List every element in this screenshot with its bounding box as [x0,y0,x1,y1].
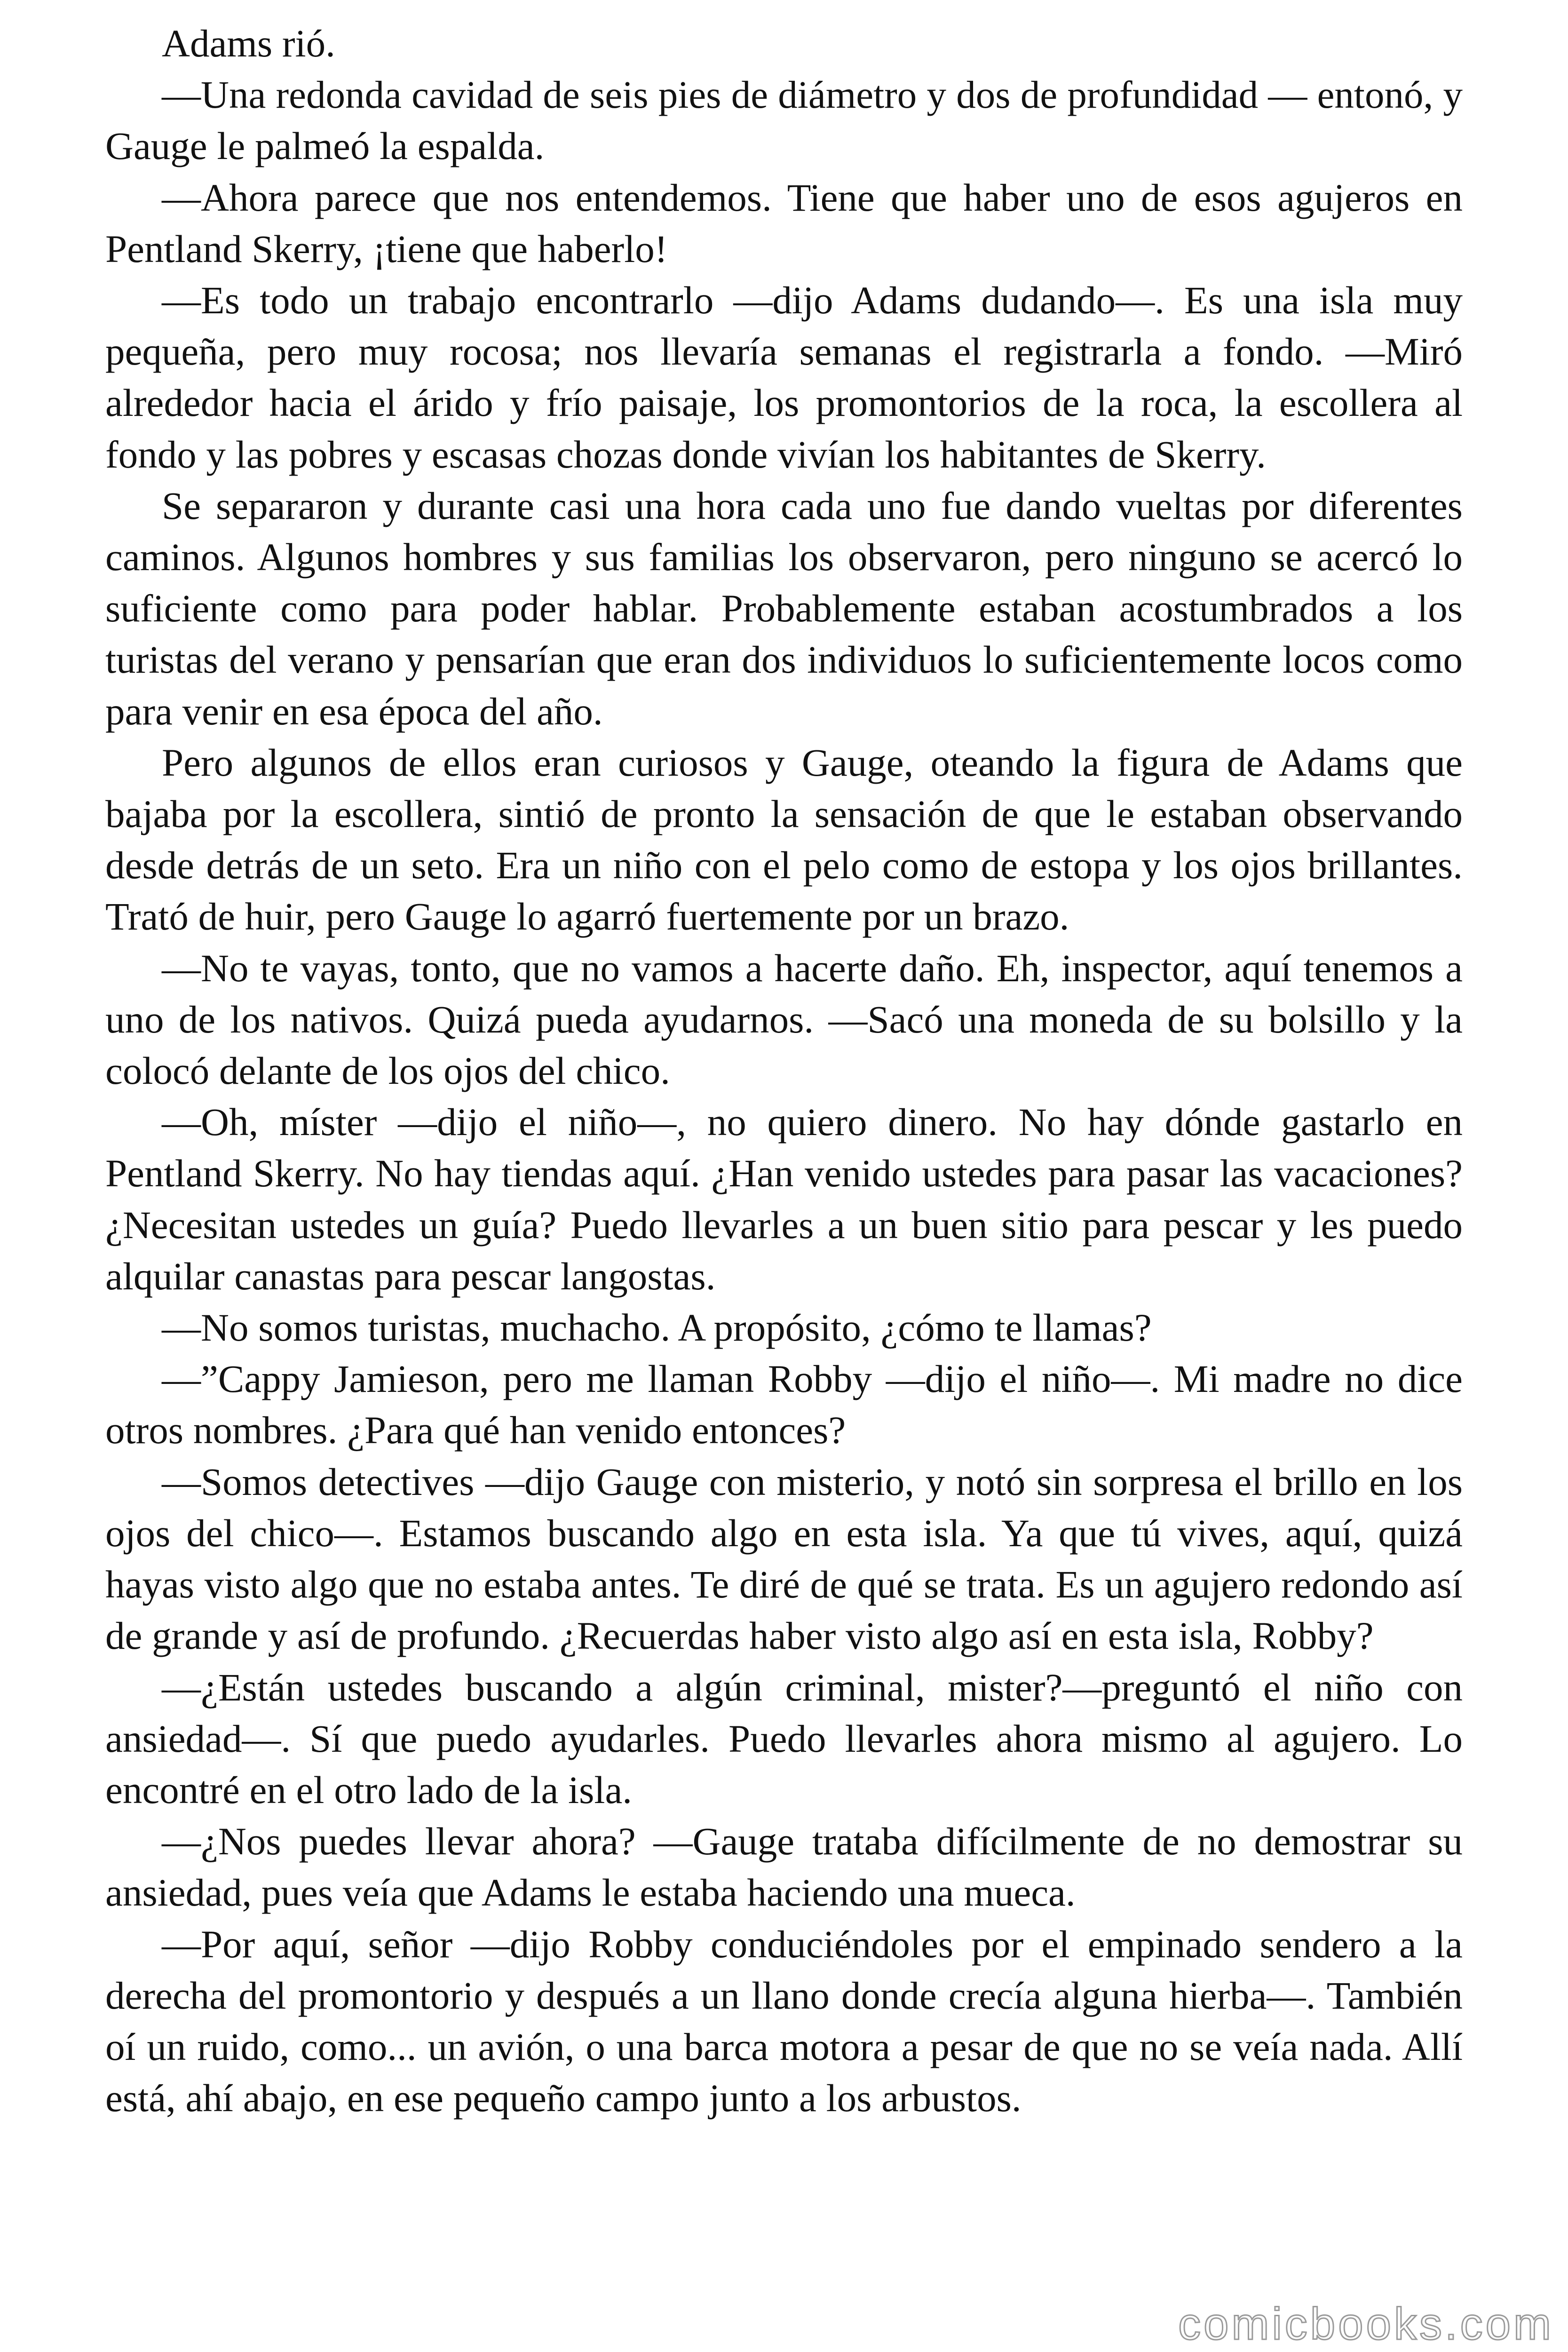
page-text [105,18,1463,2124]
paragraph: —Una redonda cavidad de seis pies de diámetro y dos de profundidad — entonó, y Gauge le palmeó la espalda. [105,73,1463,168]
paragraph: —Es todo un trabajo encontrarlo —dijo Adams dudando—. Es una isla muy pequeña, pero muy rocosa; nos llevaría semanas el registrarla a fondo. —Miró alrededor hacia el árido y frío paisaje, los promontorios de la roca, la escollera al fondo y las pobres y escasas chozas donde vivían los habitantes de Skerry. [105,278,1463,476]
paragraph: Se separaron y durante casi una hora cada uno fue dando vueltas por diferentes caminos. Algunos hombres y sus familias los observaron, pero ninguno se acercó lo suficiente como para poder hablar. Probablemente estaban acostumbrados a los turistas del verano y pensarían que eran dos individuos lo suficientemente locos como para venir en esa época del año. [105,484,1463,733]
paragraph: —Ahora parece que nos entendemos. Tiene que haber uno de esos agujeros en Pentland Skerry, ¡tiene que haberlo! [105,175,1463,270]
paragraph: —No te vayas, tonto, que no vamos a hacerte daño. Eh, inspector, aquí tenemos a uno de los nativos. Quizá pueda ayudarnos. —Sacó una moneda de su bolsillo y la colocó delante de los ojos del chico. [105,946,1463,1093]
paragraph: —Oh, míster —dijo el niño—, no quiero dinero. No hay dónde gastarlo en Pentland Skerry. No hay tiendas aquí. ¿Han venido ustedes para pasar las vacaciones? ¿Necesitan ustedes un guía? Puedo llevarles a un buen sitio para pescar y les puedo alquilar canastas para pescar langostas. [105,1100,1463,1298]
paragraph: —No somos turistas, muchacho. A propósito, ¿cómo te llamas? [162,1306,1152,1350]
paragraph: —¿Nos puedes llevar ahora? —Gauge trataba difícilmente de no demostrar su ansiedad, pues veía que Adams le estaba haciendo una mueca. [105,1820,1463,1915]
paragraph: Pero algunos de ellos eran curiosos y Gauge, oteando la figura de Adams que bajaba por la escollera, sintió de pronto la sensación de que le estaban observando desde detrás de un seto. Era un niño con el pelo como de estopa y los ojos brillantes. Trató de huir, pero Gauge lo agarró fuertemente por un brazo. [105,740,1463,938]
watermark: comicbooks.com [1178,2299,1554,2349]
paragraph: —”Cappy Jamieson, pero me llaman Robby —dijo el niño—. Mi madre no dice otros nombres. ¿Para qué han venido entonces? [105,1357,1463,1452]
paragraph: —Somos detectives —dijo Gauge con misterio, y notó sin sorpresa el brillo en los ojos del chico—. Estamos buscando algo en esta isla. Ya que tú vives, aquí, quizá hayas visto algo que no estaba antes. Te diré de qué se trata. Es un agujero redondo así de grande y así de profundo. ¿Recuerdas haber visto algo así en esta isla, Robby? [105,1460,1463,1658]
paragraph: Adams rió. [162,22,335,65]
paragraph: —Por aquí, señor —dijo Robby conduciéndoles por el empinado sendero a la derecha del promontorio y después a un llano donde crecía alguna hierba—. También oí un ruido, como... un avión, o una barca motora a pesar de que no se veía nada. Allí está, ahí abajo, en ese pequeño campo junto a los arbustos. [105,1922,1463,2120]
paragraph: —¿Están ustedes buscando a algún criminal, mister?—preguntó el niño con ansiedad—. Sí que puedo ayudarles. Puedo llevarles ahora mismo al agujero. Lo encontré en el otro lado de la isla. [105,1665,1463,1812]
